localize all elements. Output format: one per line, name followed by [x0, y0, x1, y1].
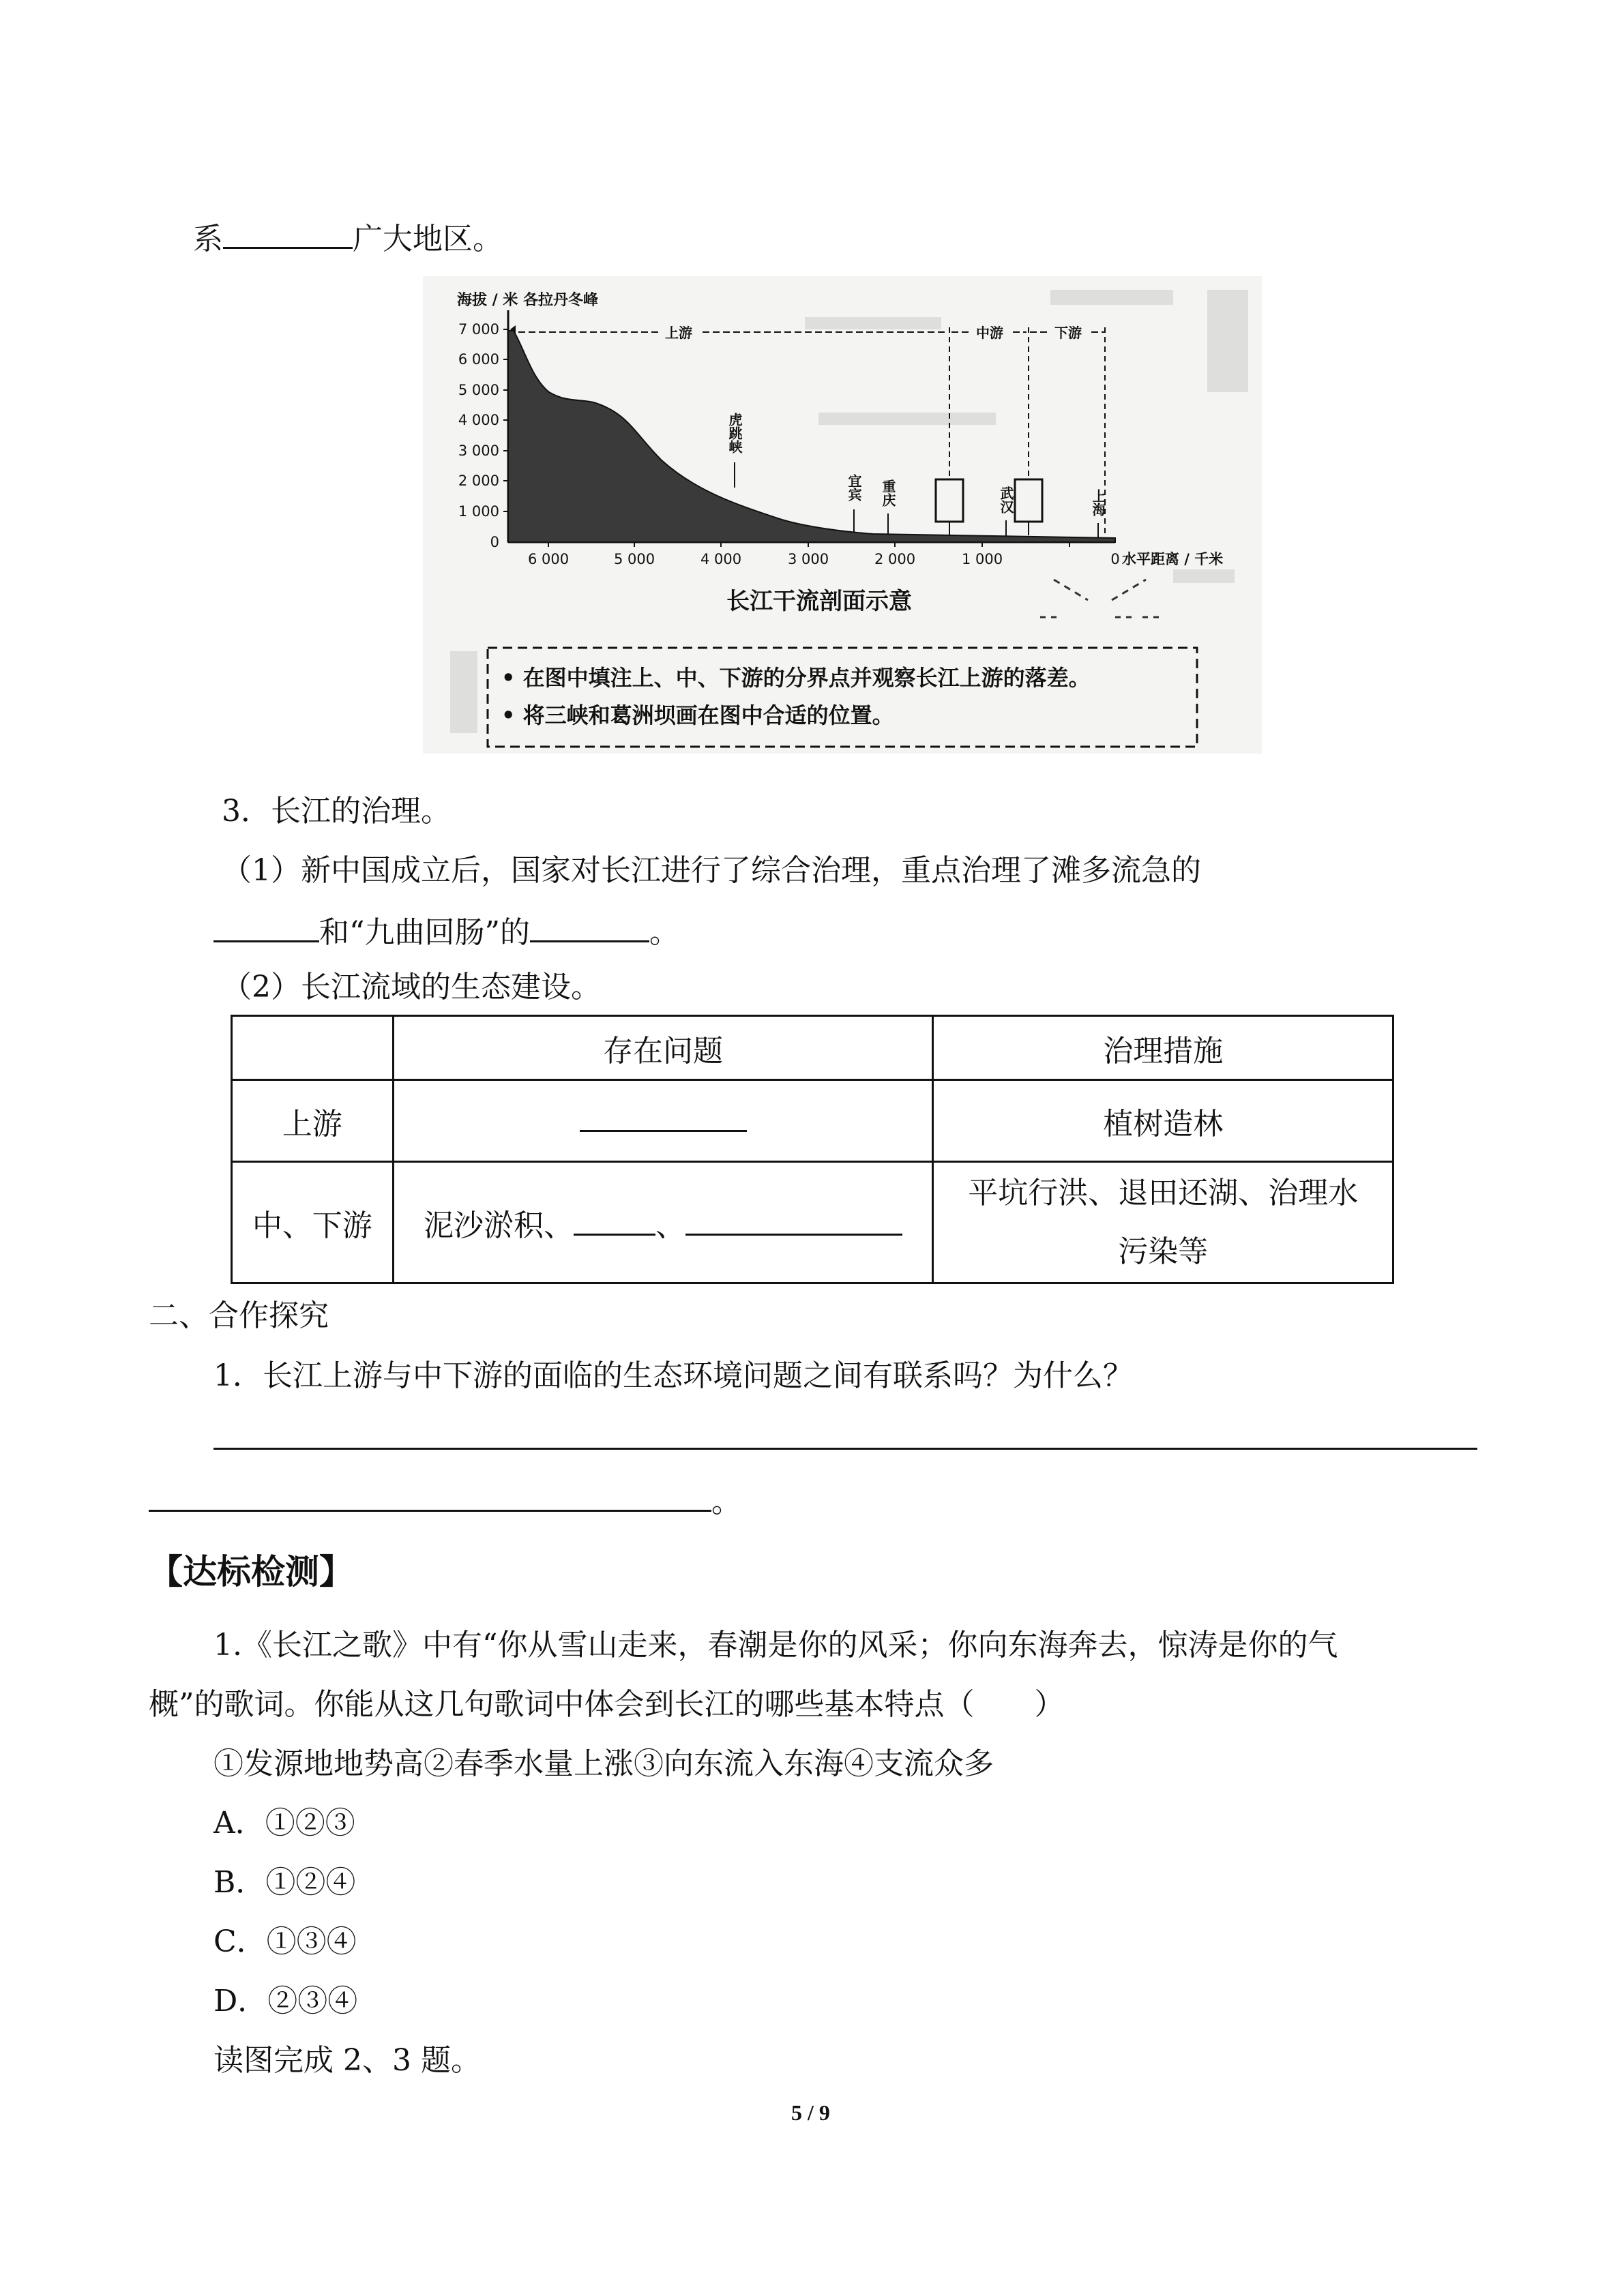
answer-blank[interactable] — [685, 1206, 902, 1236]
row-upper-problem — [393, 1080, 933, 1162]
row-mid-problem-sep: 、 — [655, 1208, 686, 1243]
test-q1-line2: 概”的歌词。你能从这几句歌词中体会到长江的哪些基本特点（ ） — [149, 1687, 1065, 1722]
answer-blank[interactable] — [580, 1103, 747, 1132]
y-tick-labels — [458, 321, 499, 550]
y-tick-label: 1 000 — [458, 503, 499, 520]
coop-answer-line2 — [149, 1480, 741, 1523]
row-mid-label: 中、下游 — [232, 1162, 394, 1283]
y-tick-label: 7 000 — [458, 321, 499, 338]
answer-line[interactable] — [213, 1448, 1477, 1450]
y-axis-title: 海拔 / 米 各拉丹冬峰 — [457, 292, 599, 309]
boundary-box-hukou[interactable] — [1015, 479, 1042, 522]
coop-end: 。 — [711, 1485, 741, 1519]
table-header-problem: 存在问题 — [393, 1016, 933, 1080]
place-chongqing: 重庆 — [880, 479, 896, 507]
answer-blank[interactable] — [213, 910, 319, 942]
option-c[interactable]: C．①③④ — [213, 1924, 357, 1959]
top-line — [193, 217, 503, 260]
page-number: 5 / 9 — [791, 2100, 830, 2125]
section3-q2-title: （2）长江流域的生态建设。 — [222, 970, 601, 1004]
answer-blank[interactable] — [530, 910, 649, 942]
row-mid-measure — [933, 1162, 1393, 1283]
section3-q1-line2 — [213, 910, 679, 953]
x-tick-label: 0 — [1110, 551, 1120, 567]
answer-blank[interactable] — [223, 217, 353, 249]
option-b[interactable]: B．①②④ — [213, 1865, 356, 1900]
row-mid-measure-line2: 污染等 — [1118, 1234, 1209, 1269]
top-line-prefix: 系 — [193, 222, 223, 256]
coop-title: 二、合作探究 — [149, 1298, 329, 1333]
test-q1-statements: ①发源地地势高②春季水量上涨③向东流入东海④支流众多 — [213, 1746, 994, 1781]
place-shanghai: 上海 — [1090, 489, 1106, 516]
read-instruction: 读图完成 2、3 题。 — [213, 2043, 481, 2078]
yangtze-profile-figure — [423, 276, 1262, 754]
place-yibin: 宜宾 — [846, 474, 862, 501]
x-tick-label: 1 000 — [961, 551, 1003, 567]
figure-caption: 长江干流剖面示意 — [726, 588, 912, 615]
table-header-empty — [232, 1016, 394, 1080]
profile-diagram — [423, 276, 1262, 754]
top-line-suffix: 广大地区。 — [353, 222, 503, 256]
option-d[interactable]: D．②③④ — [213, 1984, 358, 2018]
note-box — [488, 648, 1197, 747]
y-tick-label: 5 000 — [458, 382, 499, 398]
figure-note-2: • 将三峡和葛洲坝画在图中合适的位置。 — [501, 702, 894, 728]
x-tick-label: 3 000 — [787, 551, 829, 567]
coop-q1: 1．长江上游与中下游的面临的生态环境问题之间有联系吗？为什么？ — [213, 1358, 1133, 1393]
q1-end-text: 。 — [649, 915, 679, 950]
y-tick-label: 4 000 — [458, 412, 499, 428]
row-mid-measure-line1: 平坑行洪、退田还湖、治理水 — [968, 1175, 1359, 1210]
y-tick-label: 6 000 — [458, 351, 499, 368]
y-tick-label: 0 — [490, 534, 499, 550]
table-row — [232, 1162, 1393, 1283]
place-wuhan: 武汉 — [998, 486, 1014, 513]
lower-reach-label: 下游 — [1054, 325, 1082, 341]
q1-mid-text: 和“九曲回肠”的 — [319, 915, 530, 950]
y-tick-label: 2 000 — [458, 473, 499, 489]
pointer-lines — [1054, 580, 1146, 600]
table-header-measure: 治理措施 — [933, 1016, 1393, 1080]
row-upper-measure: 植树造林 — [933, 1080, 1393, 1162]
x-tick-label: 6 000 — [527, 551, 570, 567]
ecology-table — [231, 1015, 1394, 1284]
x-tick-labels — [528, 551, 1120, 567]
row-mid-problem-prefix: 泥沙淤积、 — [424, 1208, 574, 1243]
x-axis-title: 水平距离 / 千米 — [1122, 551, 1224, 567]
x-tick-label: 2 000 — [874, 551, 916, 567]
test-q1-line1: 1.《长江之歌》中有“你从雪山走来，春潮是你的风采；你向东海奔去，惊涛是你的气 — [213, 1628, 1338, 1663]
row-upper-label: 上游 — [232, 1080, 394, 1162]
boundary-box-yichang[interactable] — [936, 479, 963, 522]
y-tick-label: 3 000 — [458, 443, 499, 459]
row-mid-problem — [393, 1162, 933, 1283]
middle-reach-label: 中游 — [976, 325, 1003, 341]
x-tick-label: 5 000 — [613, 551, 655, 567]
answer-blank[interactable] — [149, 1480, 711, 1512]
test-heading: 【达标检测】 — [149, 1552, 353, 1592]
upper-reach-label: 上游 — [665, 325, 692, 341]
section3-title: 3．长江的治理。 — [222, 794, 451, 829]
table-row — [232, 1080, 1393, 1162]
option-a[interactable]: A．①②③ — [213, 1806, 355, 1840]
answer-blank[interactable] — [574, 1206, 655, 1236]
figure-note-1: • 在图中填注上、中、下游的分界点并观察长江上游的落差。 — [501, 665, 1091, 691]
x-tick-label: 4 000 — [700, 551, 742, 567]
section3-q1-line1: （1）新中国成立后，国家对长江进行了综合治理，重点治理了滩多流急的 — [222, 853, 1201, 888]
table-row — [232, 1016, 1393, 1080]
place-hutiaoxia: 虎跳峡 — [726, 413, 743, 453]
